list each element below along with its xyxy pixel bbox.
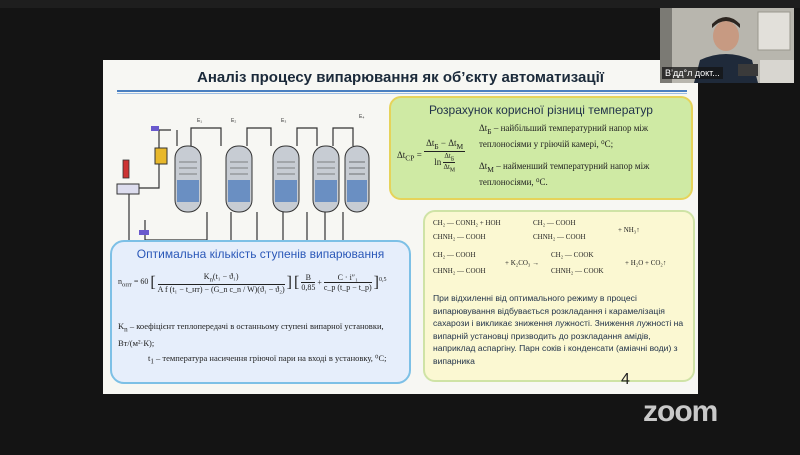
frac3-num: C · i″₁	[324, 273, 372, 283]
legend1-symbol: K	[118, 321, 125, 331]
formula-num-minus: − Δt	[440, 138, 457, 148]
legend2-symbol: t	[148, 353, 151, 363]
formula-den-ln: ln	[434, 156, 442, 167]
formula-den-den-sub: М	[449, 167, 456, 174]
reaction-block	[433, 218, 688, 288]
slide-title: Аналіз процесу випарювання як об’єкту автоматизації	[197, 69, 604, 86]
svg-text:E₁: E₁	[197, 118, 203, 124]
reaction2-lhs: CH₂ — COOH	[433, 251, 476, 259]
legend1-text: – коефіцієнт теплопередачі в останньому ступені випарної установки, Вт/(м²·К);	[118, 321, 384, 348]
frac2-num: B	[301, 273, 315, 283]
fraction-1	[158, 272, 285, 294]
legend1-sub: n	[124, 325, 128, 334]
def1-symbol: Δt	[479, 123, 488, 133]
chemistry-box	[423, 210, 695, 382]
def2-symbol: Δt	[479, 161, 488, 171]
svg-text:E₄: E₄	[359, 114, 365, 120]
window-top-bar	[0, 0, 800, 8]
frac1-num-sub: n	[209, 276, 213, 284]
legend2-sub: 1	[150, 357, 154, 366]
exponent: 0,5	[379, 276, 387, 283]
coef: = 60	[133, 277, 149, 286]
shared-slide	[103, 60, 698, 394]
formula-fraction	[424, 138, 465, 174]
reaction2-lhs2: CHNH₂ — COOH	[433, 267, 486, 275]
formula-den-num: Δt	[444, 151, 451, 160]
formula-lhs-sub: CP	[405, 153, 415, 163]
def1-text: – найбільший температурний напор між теплоносіями у гріючій камері, ⁰С;	[479, 123, 649, 149]
temperature-box-title: Розрахунок корисної різниці температур	[429, 103, 653, 117]
temperature-difference-box	[389, 96, 693, 200]
reaction2-rhs: CH₂ — COOK	[551, 251, 594, 259]
zoom-watermark-logo: zoom	[643, 395, 718, 428]
legend-t1	[118, 352, 398, 369]
formula-num: Δt	[426, 138, 435, 148]
participant-name-label: В’дд°л докт...	[662, 67, 723, 79]
frac1-num: K	[203, 272, 210, 281]
fraction-3	[324, 273, 372, 292]
frac3-den: c_p (t_p − t_p)	[323, 283, 372, 293]
legend2-text: – температура насичення гріючої пари на вході в установку, ⁰С;	[156, 353, 387, 363]
svg-text:E₂: E₂	[231, 118, 237, 124]
formula-lhs: Δt	[397, 149, 406, 160]
page-number: 4	[621, 371, 630, 388]
formula-temperature: $\Delta t_{CP}$ = $\Delta t_Б - \Delta t_М$ ln $\Delta t_Б$ $\Delta t_М$	[397, 138, 464, 174]
reaction2-reagent: + K₂CO₃ →	[505, 259, 540, 267]
chemistry-text: При відхиленні від оптимального режиму в процесі випарювування відбувається розкладання і карамелізація сахарози і викликає зниження лужності. Зниження лужності на випарній установці призводить до розкладання амідів, наприклад аспаргіну. Парн соків і конденсати (аміачні води) з випарника	[433, 293, 684, 366]
frac1-num-rest: (t₁ − ϑ₁)	[212, 272, 239, 281]
def1-sub: Б	[487, 126, 492, 136]
stages-box-title: Оптимальна кількість ступенів випарювання	[136, 247, 385, 261]
n-sub: опт	[122, 281, 132, 289]
reaction1-lhs: CH₂ — CONH₂ + HOH	[433, 219, 501, 227]
n-label: n	[118, 277, 122, 286]
svg-text:E₃: E₃	[281, 118, 287, 124]
frac2-den: 0,85	[301, 283, 316, 293]
title-underline-thin	[117, 93, 687, 94]
reaction1-gas: + NH₃↑	[618, 226, 640, 234]
frac1-den: A f (t₁ − t_нт) − (G_n c_n / W)(ϑ₁ − ϑ₂)	[157, 284, 285, 294]
reaction1-rhs2: CHNH₂ — COOH	[533, 233, 586, 241]
definition-delta-tb	[479, 122, 679, 150]
title-underline	[117, 90, 687, 92]
reaction1-lhs2: CHNH₂ — COOH	[433, 233, 486, 241]
formula-den-num-sub: Б	[450, 156, 455, 163]
def2-sub: М	[487, 164, 494, 174]
definition-delta-tm	[479, 160, 679, 188]
reaction1-rhs: CH₂ — COOH	[533, 219, 576, 227]
formula-optimal-stages: $n_{опт} = 60$ [ $K_n(t_1 - ϑ_1)$ A f (t₁ − t_нт) − (G_n c_n / W)(ϑ₁ − ϑ₂) ] [ $\frac{B}{0,85}$ + $\frac{\text{C · i″₁}}{c\_p (t\_p - t\_p)}$ ]$^{0,5}$	[118, 272, 387, 294]
formula-den-den: Δt	[443, 163, 450, 172]
fraction-2	[301, 273, 315, 292]
reaction2-rhs2: CHNH₂ — COOK	[551, 267, 604, 275]
formula-num-sub2: М	[456, 141, 464, 151]
reaction2-gas: + H₂O + CO₂↑	[625, 259, 667, 267]
formula-num-sub1: Б	[434, 141, 439, 151]
optimal-stages-box	[110, 240, 411, 384]
participant-video-thumbnail[interactable]	[660, 8, 794, 83]
def2-text: – найменший температурний напор між теплоносіями, ⁰С.	[479, 161, 650, 187]
legend-kn	[118, 320, 398, 350]
